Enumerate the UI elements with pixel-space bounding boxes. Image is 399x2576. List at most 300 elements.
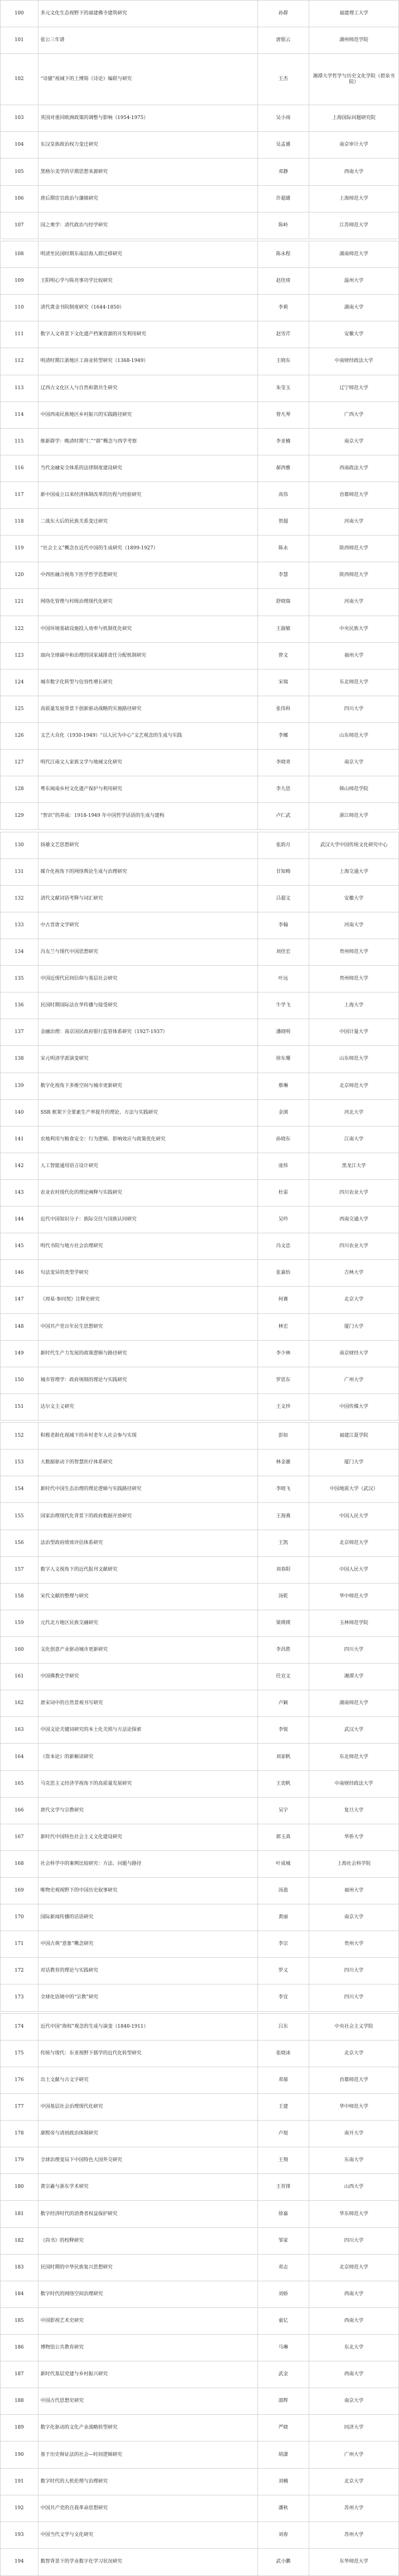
institution: 河南大学 bbox=[309, 509, 398, 535]
row-number: 137 bbox=[1, 1019, 38, 1046]
person-name: 杜雷 bbox=[257, 1179, 309, 1206]
institution: 湘潭大学哲学与历史文化学院（碧泉书院） bbox=[309, 54, 398, 105]
table-row bbox=[1, 2468, 399, 2495]
project-title: 全球化语境中的“宗教”研究 bbox=[38, 1984, 257, 2011]
table-row bbox=[1, 348, 399, 375]
institution: 北京师范大学 bbox=[309, 2254, 398, 2281]
project-title: 近代中国知识分子：族际交往与国族认同研究 bbox=[38, 1207, 257, 1233]
row-number: 187 bbox=[1, 2361, 38, 2388]
person-name: 潘晓明 bbox=[257, 1019, 309, 1046]
table-row bbox=[1, 2013, 399, 2040]
institution: 北京大学 bbox=[309, 1287, 398, 1313]
table-row bbox=[1, 1610, 399, 1636]
table-row bbox=[1, 2174, 399, 2201]
row-number: 145 bbox=[1, 1233, 38, 1260]
person-name: 卢旭 bbox=[257, 2121, 309, 2147]
row-number: 141 bbox=[1, 1126, 38, 1153]
person-name: 庞炜 bbox=[257, 1153, 309, 1179]
project-title: “诗骚”视域下的上博简《诗论》编联与研究 bbox=[38, 54, 257, 105]
project-title: 博物馆公共教育研究 bbox=[38, 2335, 257, 2361]
person-name: 赵佳琦 bbox=[257, 268, 309, 295]
institution: 首都师范大学 bbox=[309, 2067, 398, 2093]
person-name: 王杰 bbox=[257, 54, 309, 105]
row-number: 104 bbox=[1, 132, 38, 159]
person-name: 梁瑛瑛 bbox=[257, 1610, 309, 1636]
institution: 贵州师范大学 bbox=[309, 966, 398, 992]
table-row bbox=[1, 562, 399, 589]
person-name: 曾凡琴 bbox=[257, 401, 309, 428]
institution: 复旦大学 bbox=[309, 1797, 398, 1824]
project-title: 达尔文主义研究 bbox=[38, 1393, 257, 1420]
row-number: 191 bbox=[1, 2468, 38, 2495]
table-row bbox=[1, 54, 399, 105]
person-name: 郭玉真 bbox=[257, 1824, 309, 1850]
person-name: 唐银云 bbox=[257, 27, 309, 54]
project-title: 明代书院与地方社会治理研究 bbox=[38, 1233, 257, 1260]
person-name: 李晓青 bbox=[257, 750, 309, 776]
institution: 华侨大学 bbox=[309, 1824, 398, 1850]
person-name: 王育锋 bbox=[257, 2174, 309, 2201]
row-number: 181 bbox=[1, 2201, 38, 2227]
institution: 苏州大学 bbox=[309, 2495, 398, 2522]
row-number: 175 bbox=[1, 2040, 38, 2067]
person-name: 王淑敏 bbox=[257, 616, 309, 642]
row-number: 169 bbox=[1, 1878, 38, 1904]
table-row bbox=[1, 1340, 399, 1367]
institution: 西南交通大学 bbox=[309, 1207, 398, 1233]
row-number: 121 bbox=[1, 589, 38, 616]
table-row bbox=[1, 1126, 399, 1153]
person-name: 孙晓东 bbox=[257, 1126, 309, 1153]
table-row bbox=[1, 1904, 399, 1931]
institution: 温州大学 bbox=[309, 268, 398, 295]
person-name: 武小鹏 bbox=[257, 2548, 309, 2575]
row-number: 105 bbox=[1, 159, 38, 185]
row-number: 112 bbox=[1, 348, 38, 375]
person-name: 张伟科 bbox=[257, 696, 309, 722]
table-row bbox=[1, 1556, 399, 1583]
institution: 中南财经政法大学 bbox=[309, 348, 398, 375]
row-number: 131 bbox=[1, 858, 38, 885]
table-row bbox=[1, 750, 399, 776]
project-title: 《资本论》的新解读研究 bbox=[38, 1744, 257, 1770]
person-name: 彭如 bbox=[257, 1423, 309, 1450]
person-name: 邵辉 bbox=[257, 2388, 309, 2415]
row-number: 110 bbox=[1, 295, 38, 321]
institution: 南京审计大学 bbox=[309, 132, 398, 159]
person-name: 卢仁武 bbox=[257, 803, 309, 830]
table-row bbox=[1, 1260, 399, 1287]
project-title: 多元文化生态视野下的福建佛寺建筑研究 bbox=[38, 1, 257, 27]
institution: 四川大学 bbox=[309, 696, 398, 722]
project-title: 中国环境基础设施投入效率与机制优化研究 bbox=[38, 616, 257, 642]
row-number: 184 bbox=[1, 2281, 38, 2307]
institution: 韩山师范学院 bbox=[309, 776, 398, 803]
project-title: 唐后期宦官政治与藩镇研究 bbox=[38, 185, 257, 212]
project-title: 人工智能通用语言设计研究 bbox=[38, 1153, 257, 1179]
project-title: 明清至民国时期东南沿海人群迁移研究 bbox=[38, 241, 257, 267]
table-row bbox=[1, 2548, 399, 2575]
person-name: 马琳 bbox=[257, 2335, 309, 2361]
row-number: 180 bbox=[1, 2174, 38, 2201]
row-number: 125 bbox=[1, 696, 38, 722]
table-row bbox=[1, 2307, 399, 2334]
person-name: 高伟 bbox=[257, 482, 309, 508]
person-name: 吕超文 bbox=[257, 885, 309, 912]
row-number: 138 bbox=[1, 1046, 38, 1073]
row-number: 192 bbox=[1, 2495, 38, 2522]
row-number: 173 bbox=[1, 1984, 38, 2011]
table-row bbox=[1, 535, 399, 562]
institution: 福建理工大学 bbox=[309, 1, 398, 27]
institution: 北京师范大学 bbox=[309, 1530, 398, 1556]
table-row bbox=[1, 428, 399, 455]
row-number: 115 bbox=[1, 428, 38, 455]
row-number: 130 bbox=[1, 832, 38, 858]
project-title: 《周易·参同契》注释史研究 bbox=[38, 1287, 257, 1313]
institution: 华中师范大学 bbox=[309, 1583, 398, 1610]
person-name: 朱莹玉 bbox=[257, 375, 309, 401]
person-name: 冯文忠 bbox=[257, 1233, 309, 1260]
project-title: 高质量发展背景下创新驱动战略的实施路径研究 bbox=[38, 696, 257, 722]
institution: 广西大学 bbox=[309, 401, 398, 428]
institution: 吉林大学 bbox=[309, 1260, 398, 1287]
project-title: 维新群学：晚清时期“仁”“群”概念与西学考察 bbox=[38, 428, 257, 455]
row-number: 185 bbox=[1, 2307, 38, 2334]
institution: 上海社会科学院 bbox=[309, 1850, 398, 1877]
row-number: 171 bbox=[1, 1931, 38, 1958]
row-number: 109 bbox=[1, 268, 38, 295]
person-name: 甘知梅 bbox=[257, 858, 309, 885]
project-title: 媒介化视角下的网络舆论生成与治理研究 bbox=[38, 858, 257, 885]
person-name: 刘佳宏 bbox=[257, 939, 309, 966]
project-title: 黑格尔美学的早期思想来源研究 bbox=[38, 159, 257, 185]
institution: 武汉大学中国传统文化研究中心 bbox=[309, 832, 398, 858]
person-name: 汤乾 bbox=[257, 1583, 309, 1610]
institution: 中国计量大学 bbox=[309, 1019, 398, 1046]
project-title: 民国时期的中华民族复兴思想研究 bbox=[38, 2254, 257, 2281]
table-row bbox=[1, 1450, 399, 1476]
table-row bbox=[1, 509, 399, 535]
table-row bbox=[1, 1984, 399, 2011]
project-title: 民国时期国际法在华传播与接受研究 bbox=[38, 992, 257, 1019]
table-row bbox=[1, 1744, 399, 1770]
table-row bbox=[1, 2441, 399, 2468]
row-number: 142 bbox=[1, 1153, 38, 1179]
row-number: 174 bbox=[1, 2013, 38, 2040]
institution: 东北师范大学 bbox=[309, 669, 398, 696]
institution: 广州大学 bbox=[309, 2441, 398, 2468]
table-row bbox=[1, 1878, 399, 1904]
row-number: 129 bbox=[1, 803, 38, 830]
table-row bbox=[1, 2415, 399, 2441]
table-row bbox=[1, 2254, 399, 2281]
institution: 东北大学 bbox=[309, 2335, 398, 2361]
institution: 安徽大学 bbox=[309, 885, 398, 912]
project-title: 中国近现代民间信仰与基层社会研究 bbox=[38, 966, 257, 992]
person-name: 李亚楠 bbox=[257, 428, 309, 455]
institution: 南京大学 bbox=[309, 2388, 398, 2415]
person-name: 李娜 bbox=[257, 722, 309, 749]
table-row bbox=[1, 1099, 399, 1126]
table-row bbox=[1, 375, 399, 401]
institution: 中国地质大学（武汉） bbox=[309, 1476, 398, 1503]
table-row bbox=[1, 912, 399, 939]
row-number: 147 bbox=[1, 1287, 38, 1313]
project-title: 宋代文献的整理与研究 bbox=[38, 1583, 257, 1610]
institution: 北京师范大学 bbox=[309, 1073, 398, 1099]
project-title: 国际新闻传播的话语研究 bbox=[38, 1904, 257, 1931]
project-title: 城市管理学：政府规制的理论与实践研究 bbox=[38, 1367, 257, 1393]
table-row bbox=[1, 1179, 399, 1206]
person-name: 刘春阳 bbox=[257, 1556, 309, 1583]
row-number: 167 bbox=[1, 1824, 38, 1850]
person-name: 邓静 bbox=[257, 159, 309, 185]
row-number: 182 bbox=[1, 2227, 38, 2254]
institution: 山东师范大学 bbox=[309, 1046, 398, 1073]
person-name: 张晓冰 bbox=[257, 2040, 309, 2067]
row-number: 124 bbox=[1, 669, 38, 696]
project-title: 国之奥学：清代政治与经学研究 bbox=[38, 212, 257, 239]
person-name: 黄丽 bbox=[257, 1904, 309, 1931]
person-name: 刘春 bbox=[257, 2522, 309, 2548]
project-title: 法治型政府绩效评估体系研究 bbox=[38, 1530, 257, 1556]
row-number: 190 bbox=[1, 2441, 38, 2468]
project-title: 中国古典“意象”概念研究 bbox=[38, 1931, 257, 1958]
institution: 上海师范大学 bbox=[309, 185, 398, 212]
institution: 江苏师范大学 bbox=[309, 212, 398, 239]
row-number: 186 bbox=[1, 2335, 38, 2361]
person-name: 张韵月 bbox=[257, 832, 309, 858]
project-title: 马克思主义经济学视角下的高质量发展研究 bbox=[38, 1770, 257, 1797]
person-name: 罗思东 bbox=[257, 1367, 309, 1393]
institution: 安徽大学 bbox=[309, 321, 398, 348]
table-row bbox=[1, 482, 399, 508]
institution: 南京大学 bbox=[309, 428, 398, 455]
project-title: 对话教育的理论与实践研究 bbox=[38, 1958, 257, 1984]
table-row bbox=[1, 1850, 399, 1877]
row-number: 119 bbox=[1, 535, 38, 562]
institution: 北京大学 bbox=[309, 2040, 398, 2067]
institution: 福州大学 bbox=[309, 642, 398, 669]
row-number: 156 bbox=[1, 1530, 38, 1556]
person-name: 宋瑞 bbox=[257, 669, 309, 696]
institution: 四川大学 bbox=[309, 1637, 398, 1664]
institution: 中央民族大学 bbox=[309, 616, 398, 642]
institution: 湖南师范大学 bbox=[309, 1690, 398, 1717]
table-row bbox=[1, 776, 399, 803]
project-title: 农地利用与粮食安全：行为逻辑、影响效应与政策优化研究 bbox=[38, 1126, 257, 1153]
institution: 黑龙江大学 bbox=[309, 1153, 398, 1179]
table-row bbox=[1, 295, 399, 321]
row-number: 128 bbox=[1, 776, 38, 803]
row-number: 132 bbox=[1, 885, 38, 912]
institution: 南京大学 bbox=[309, 1904, 398, 1931]
project-title: 中国影视艺术史研究 bbox=[38, 2307, 257, 2334]
table-row bbox=[1, 669, 399, 696]
table-row bbox=[1, 1287, 399, 1313]
project-title: 大数据驱动下的智慧医疗体系研究 bbox=[38, 1450, 257, 1476]
row-number: 143 bbox=[1, 1179, 38, 1206]
table-row bbox=[1, 1153, 399, 1179]
person-name: 叶远 bbox=[257, 966, 309, 992]
project-title: 数字时代的网络空间治理研究 bbox=[38, 2281, 257, 2307]
project-title: 中国佛教史学研究 bbox=[38, 1664, 257, 1690]
table-row bbox=[1, 2388, 399, 2415]
table-row bbox=[1, 1637, 399, 1664]
person-name: 吴孟雄 bbox=[257, 132, 309, 159]
row-number: 151 bbox=[1, 1393, 38, 1420]
row-number: 144 bbox=[1, 1207, 38, 1233]
project-title: 二战东大后的民族关系变迁研究 bbox=[38, 509, 257, 535]
table-row bbox=[1, 803, 399, 830]
project-title: 黄宗羲与浙东学术研究 bbox=[38, 2174, 257, 2201]
table-row bbox=[1, 966, 399, 992]
person-name: 王凯 bbox=[257, 1530, 309, 1556]
table-row bbox=[1, 1583, 399, 1610]
institution: 武汉大学 bbox=[309, 1717, 398, 1744]
institution: 首都师范大学 bbox=[309, 482, 398, 508]
institution: 北京大学 bbox=[309, 2468, 398, 2495]
row-number: 193 bbox=[1, 2522, 38, 2548]
institution: 四川农业大学 bbox=[309, 1179, 398, 1206]
table-body bbox=[1, 1, 399, 2576]
table-row bbox=[1, 858, 399, 885]
person-name: 卢颖 bbox=[257, 1690, 309, 1717]
person-name: 吴小雨 bbox=[257, 105, 309, 132]
person-name: 林金蕙 bbox=[257, 1450, 309, 1476]
row-number: 155 bbox=[1, 1503, 38, 1530]
project-title: 传统与现代：东亚视野下儒学的近代化转型研究 bbox=[38, 2040, 257, 2067]
person-name: 徐东珊 bbox=[257, 1046, 309, 1073]
person-name: 李晓飞 bbox=[257, 1476, 309, 1503]
project-title: 中国文论关键词研究的本土化关照与方法论探索 bbox=[38, 1717, 257, 1744]
row-number: 152 bbox=[1, 1423, 38, 1450]
row-number: 188 bbox=[1, 2388, 38, 2415]
person-name: 王奕帆 bbox=[257, 1770, 309, 1797]
row-number: 194 bbox=[1, 2548, 38, 2575]
row-number: 153 bbox=[1, 1450, 38, 1476]
row-number: 134 bbox=[1, 939, 38, 966]
institution: 四川大学 bbox=[309, 2227, 398, 2254]
row-number: 102 bbox=[1, 54, 38, 105]
row-number: 113 bbox=[1, 375, 38, 401]
person-name: 胡潇 bbox=[257, 2441, 309, 2468]
institution: 河北大学 bbox=[309, 1099, 398, 1126]
row-number: 120 bbox=[1, 562, 38, 589]
row-number: 154 bbox=[1, 1476, 38, 1503]
person-name: 舒晓瑞 bbox=[257, 589, 309, 616]
person-name: 潘秋 bbox=[257, 2495, 309, 2522]
row-number: 178 bbox=[1, 2121, 38, 2147]
project-title: “社会主义”概念在近代中国的生成研究（1899-1927） bbox=[38, 535, 257, 562]
row-number: 150 bbox=[1, 1367, 38, 1393]
project-title: 新时代中国特色社会主义文化建设研究 bbox=[38, 1824, 257, 1850]
person-name: 王晓东 bbox=[257, 348, 309, 375]
person-name: 蔡琳 bbox=[257, 1073, 309, 1099]
table-row bbox=[1, 132, 399, 159]
row-number: 127 bbox=[1, 750, 38, 776]
person-name: 吴吟 bbox=[257, 1207, 309, 1233]
row-number: 135 bbox=[1, 966, 38, 992]
project-title: 英国对重回欧洲政策的调整与影响（1954-1975） bbox=[38, 105, 257, 132]
table-row bbox=[1, 722, 399, 749]
project-title: 宋元明清学派演变研究 bbox=[38, 1046, 257, 1073]
row-number: 161 bbox=[1, 1664, 38, 1690]
person-name: 邓志 bbox=[257, 2254, 309, 2281]
project-title: “智识”的养成：1918-1949 年中国哲学话语的生成与建构 bbox=[38, 803, 257, 830]
row-number: 118 bbox=[1, 509, 38, 535]
project-title: 康熙帝与清初政治体制研究 bbox=[38, 2121, 257, 2147]
table-row bbox=[1, 1530, 399, 1556]
table-row bbox=[1, 2040, 399, 2067]
institution: 中国人民大学 bbox=[309, 1556, 398, 1583]
person-name: 李慧 bbox=[257, 562, 309, 589]
table-row bbox=[1, 1476, 399, 1503]
project-title: 中古晋唐文学研究 bbox=[38, 912, 257, 939]
project-title: 东汉皇族政治权力变迁研究 bbox=[38, 132, 257, 159]
person-name: 严晓 bbox=[257, 2415, 309, 2441]
project-title: SSR 框架下全要素生产率提升的理论、方法与实践研究 bbox=[38, 1099, 257, 1126]
project-title: 中国共产党的自我革命思想研究 bbox=[38, 2495, 257, 2522]
project-title: 清代文献词语考释与词汇研究 bbox=[38, 885, 257, 912]
institution: 湖南师范大学 bbox=[309, 241, 398, 267]
table-row bbox=[1, 2335, 399, 2361]
row-number: 136 bbox=[1, 992, 38, 1019]
row-number: 107 bbox=[1, 212, 38, 239]
row-number: 172 bbox=[1, 1958, 38, 1984]
project-title: 元代北方地区民族交融研究 bbox=[38, 1610, 257, 1636]
table-row bbox=[1, 1503, 399, 1530]
table-row bbox=[1, 939, 399, 966]
person-name: 王文珍 bbox=[257, 1393, 309, 1420]
project-title: 国家治理现代化背景下的政府数据开放研究 bbox=[38, 1503, 257, 1530]
project-title: 新时代基层党建与乡村振兴研究 bbox=[38, 2361, 257, 2388]
person-name: 李宗 bbox=[257, 1931, 309, 1958]
person-name: 李少林 bbox=[257, 1340, 309, 1367]
project-title: 唐宋词中的自然景观书写研究 bbox=[38, 1690, 257, 1717]
row-number: 149 bbox=[1, 1340, 38, 1367]
table-row bbox=[1, 1046, 399, 1073]
institution: 中国传媒大学 bbox=[309, 1393, 398, 1420]
person-name: 金浏 bbox=[257, 1099, 309, 1126]
institution: 华中师范大学 bbox=[309, 2094, 398, 2121]
project-title: 清代黄金书院制度研究（1644-1850） bbox=[38, 295, 257, 321]
person-name: 罗义 bbox=[257, 1958, 309, 1984]
person-name: 任宜文 bbox=[257, 1664, 309, 1690]
person-name: 曾文 bbox=[257, 642, 309, 669]
row-number: 166 bbox=[1, 1797, 38, 1824]
table-row bbox=[1, 1770, 399, 1797]
project-title: 数字人文视角下的近代报刊文献研究 bbox=[38, 1556, 257, 1583]
row-number: 165 bbox=[1, 1770, 38, 1797]
person-name: 赵雪芹 bbox=[257, 321, 309, 348]
institution: 西南大学 bbox=[309, 159, 398, 185]
person-name: 邹家 bbox=[257, 2227, 309, 2254]
project-title: 出土文献与古文字研究 bbox=[38, 2067, 257, 2093]
person-name: 张嘉怡 bbox=[257, 1260, 309, 1287]
table-row bbox=[1, 2147, 399, 2174]
institution: 西南大学 bbox=[309, 2361, 398, 2388]
table-row bbox=[1, 885, 399, 912]
project-title: 中国当代文学与文化研究 bbox=[38, 2522, 257, 2548]
institution: 华东师范大学 bbox=[309, 2201, 398, 2227]
table-row bbox=[1, 159, 399, 185]
project-title: 近代中国“海权”观念的生成与演变（1840-1911） bbox=[38, 2013, 257, 2040]
row-number: 163 bbox=[1, 1717, 38, 1744]
table-row bbox=[1, 616, 399, 642]
table-row bbox=[1, 1423, 399, 1450]
